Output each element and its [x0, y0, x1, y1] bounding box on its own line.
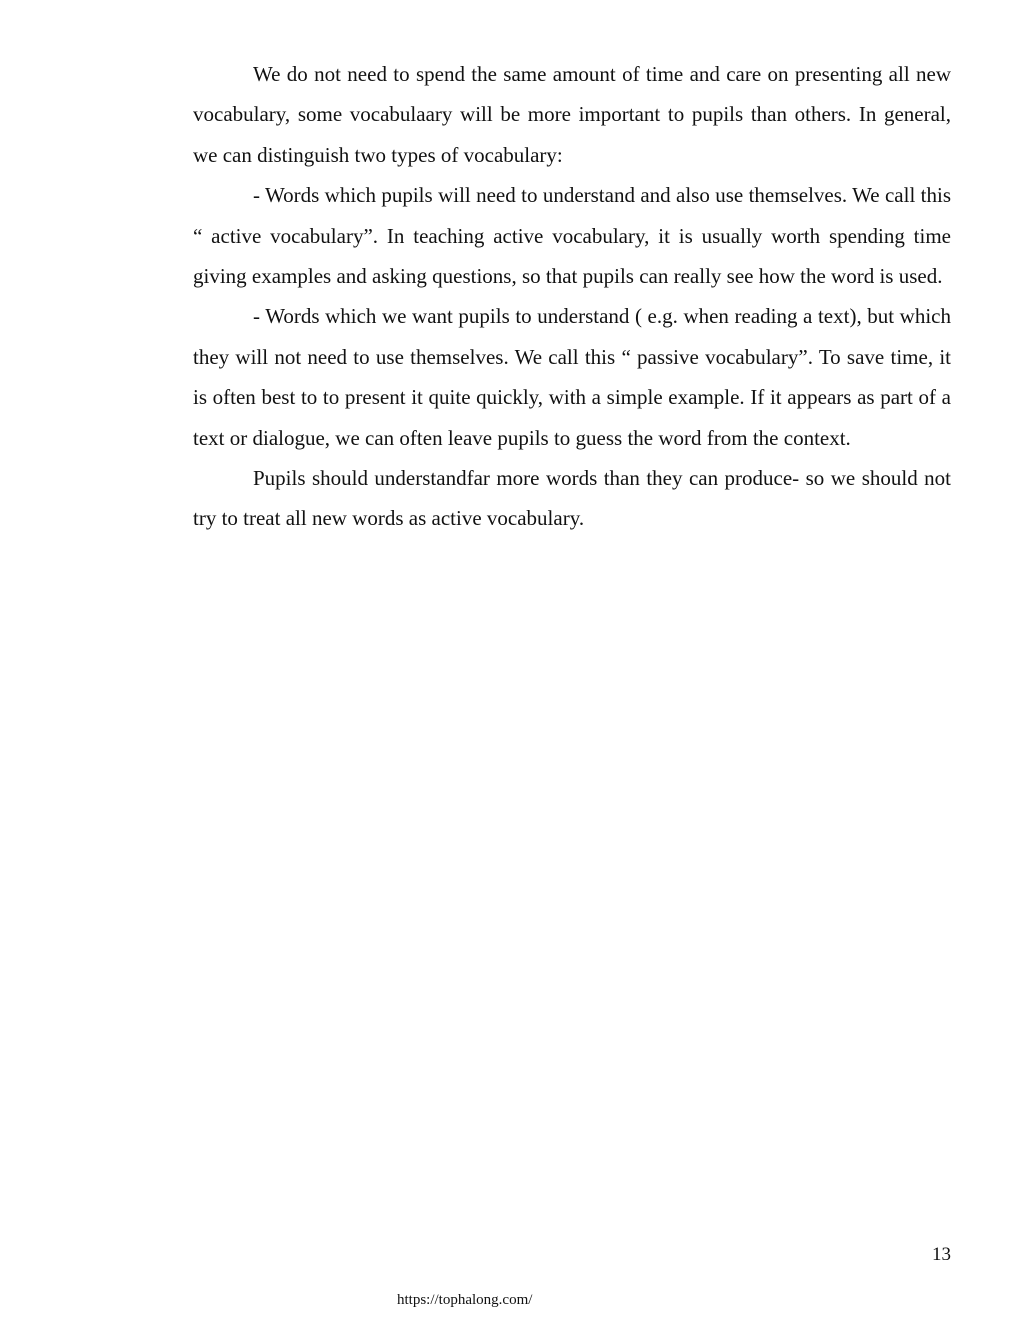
footer-url: https://tophalong.com/	[397, 1292, 533, 1308]
paragraph-conclusion: Pupils should understandfar more words than they can produce- so we should not try to treat all new words as active vocabulary.	[193, 466, 951, 531]
page-body	[193, 54, 951, 539]
paragraph-passive-vocabulary: - Words which we want pupils to understand ( e.g. when reading a text), but which they will not need to use themselves. We call this “ passive vocabulary”. To save time, it is often best to to present it quite quickly, with a simple example. If it appears as part of a text or dialogue, we can often leave pupils to guess the word from the context.	[193, 304, 951, 450]
paragraph-intro: We do not need to spend the same amount of time and care on presenting all new vocabulary, some vocabulaary will be more important to pupils than others. In general, we can distinguish two types of vocabulary:	[193, 62, 951, 167]
paragraph-active-vocabulary: - Words which pupils will need to understand and also use themselves. We call this “ active vocabulary”. In teaching active vocabulary, it is usually worth spending time giving examples and asking questions, so that pupils can really see how the word is used.	[193, 183, 951, 289]
page-number: 13	[932, 1244, 951, 1265]
